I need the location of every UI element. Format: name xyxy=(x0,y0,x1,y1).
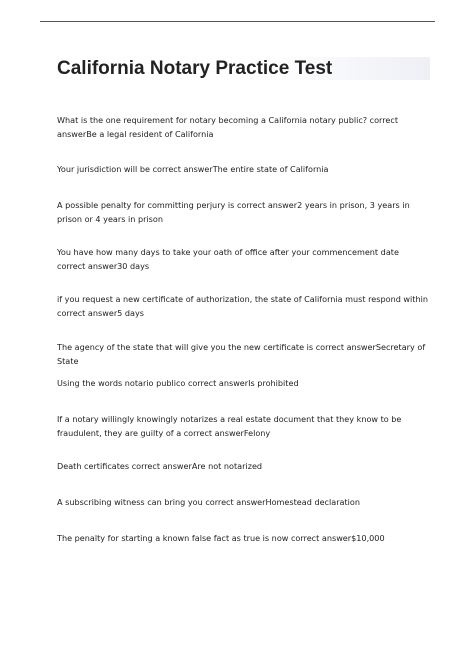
qa-item-11 xyxy=(57,532,429,546)
answer-connector: correct answer xyxy=(187,378,249,388)
answer-text: Are not notarized xyxy=(191,461,263,471)
answer-text: 2 years in prison, 3 years in prison or 4 years in prison xyxy=(57,200,410,224)
qa-item-2 xyxy=(57,163,429,177)
answer-text: The entire state of California xyxy=(212,164,329,174)
qa-item-6 xyxy=(57,341,429,368)
question-text: A subscribing witness can bring you xyxy=(57,497,203,507)
answer-connector: correct answer xyxy=(290,533,352,543)
question-text: Death certificates xyxy=(57,461,130,471)
answer-text: Be a legal resident of California xyxy=(86,128,214,139)
question-text: Using the words notario publico xyxy=(57,378,186,388)
qa-item-1 xyxy=(57,114,429,141)
answer-connector: correct answer xyxy=(57,260,118,271)
top-divider xyxy=(40,21,435,22)
question-text: if you request a new certificate of authorization, the state of California must respond within xyxy=(57,294,428,304)
answer-text: 30 days xyxy=(117,260,150,271)
document-title: California Notary Practice Test xyxy=(57,58,333,79)
question-text: A possible penalty for committing perjury is xyxy=(57,200,235,210)
answer-text: $10,000 xyxy=(351,533,385,543)
answer-text: Secretary of State xyxy=(57,342,426,366)
answer-text: Homestead declaration xyxy=(265,497,361,507)
qa-item-5 xyxy=(57,293,429,320)
answer-text: Felony xyxy=(243,427,271,438)
question-text: The penalty for starting a known false fact as true is now xyxy=(57,533,289,543)
qa-item-4 xyxy=(57,246,429,273)
qa-item-9 xyxy=(57,460,429,474)
answer-connector: correct answer xyxy=(236,200,298,210)
answer-text: Is prohibited xyxy=(248,378,299,388)
question-text: Your jurisdiction will be xyxy=(57,164,150,174)
qa-item-3 xyxy=(57,199,429,226)
question-text: If a notary willingly knowingly notarizes a real estate document that they know to be fraudulent, they are guilty of a xyxy=(57,414,402,438)
answer-text: 5 days xyxy=(117,307,144,318)
answer-connector: correct answer xyxy=(183,427,244,438)
question-text: You have how many days to take your oath of office after your commencement date xyxy=(57,247,399,257)
question-text: What is the one requirement for notary becoming a California notary public? xyxy=(57,115,368,125)
answer-connector: correct answer xyxy=(205,497,266,507)
qa-item-8 xyxy=(57,413,429,440)
qa-item-10 xyxy=(57,496,429,510)
answer-connector: correct answer xyxy=(57,307,118,318)
answer-connector: correct answer xyxy=(152,164,213,174)
question-text: The agency of the state that will give you the new certificate is xyxy=(57,342,314,352)
qa-item-7 xyxy=(57,377,429,391)
answer-connector: correct answer xyxy=(315,342,376,352)
answer-connector: correct answer xyxy=(131,461,192,471)
answer-connector: correct answer xyxy=(57,115,398,139)
